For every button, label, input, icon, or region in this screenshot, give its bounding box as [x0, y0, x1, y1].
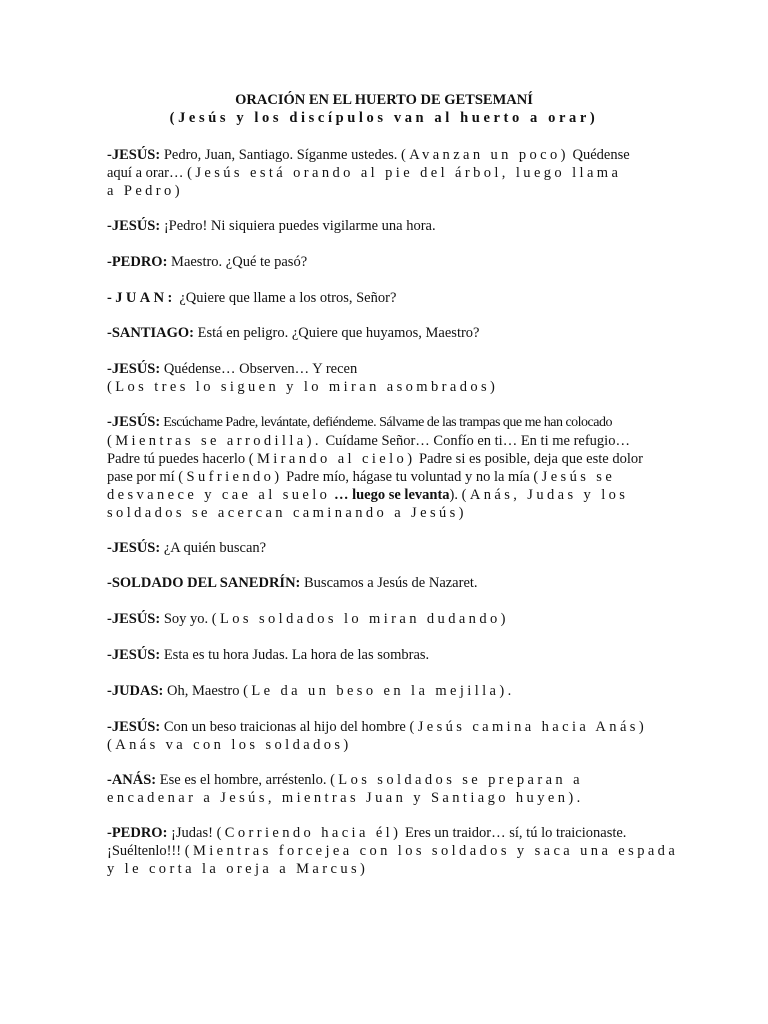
- speaker-name: -JESÚS:: [107, 414, 161, 430]
- speaker-name: -JESÚS:: [107, 611, 161, 627]
- dialogue-line: [107, 860, 667, 878]
- dialogue-line: [107, 164, 667, 182]
- speaker-name: -SOLDADO DEL SANEDRÍN:: [107, 575, 301, 591]
- dialogue-line: [107, 360, 667, 378]
- dialogue-text: Soy yo.: [160, 611, 212, 627]
- dialogue-text: Cuídame Señor… Confío en ti… En ti me refugio…: [321, 433, 630, 449]
- dialogue-text: ¡Judas!: [167, 825, 217, 841]
- stage-direction: (Jesús está orando al pie del árbol, luego llama: [187, 165, 622, 181]
- speaker-name: -JESÚS:: [107, 147, 161, 163]
- dialogue-text: Maestro. ¿Qué te pasó?: [167, 254, 308, 270]
- dialogue-line: [107, 682, 667, 700]
- stage-direction: y le corta la oreja a Marcus): [107, 861, 369, 877]
- dialogue-block: [107, 539, 667, 557]
- dialogue-block: [107, 324, 667, 342]
- stage-direction: (Avanzan un poco): [401, 147, 569, 163]
- speaker-name: -PEDRO:: [107, 825, 168, 841]
- document-title: ORACIÓN EN EL HUERTO DE GETSEMANÍ: [235, 92, 533, 108]
- dialogue-text: Pedro, Juan, Santiago. Síganme ustedes.: [160, 147, 402, 163]
- speaker-name: -SANTIAGO:: [107, 325, 195, 341]
- dialogue-line: [107, 718, 667, 736]
- speaker-name: -ANÁS:: [107, 772, 157, 788]
- dialogue-text: Esta es tu hora Judas. La hora de las sombras.: [160, 647, 430, 663]
- dialogue-block: [107, 289, 667, 307]
- speaker-name: -JESÚS:: [107, 361, 161, 377]
- stage-direction: desvanece y cae al suelo: [107, 487, 331, 503]
- dialogue-text: Eres un traidor… sí, tú lo traicionaste.: [401, 825, 627, 841]
- speaker-name: -JUDAS:: [107, 683, 164, 699]
- dialogue-line: [107, 378, 667, 396]
- dialogue-text: ¡Pedro! Ni siquiera puedes vigilarme una hora.: [160, 218, 436, 234]
- dialogue-block: [107, 682, 667, 700]
- dialogue-text: ).: [449, 487, 462, 503]
- dialogue-block: [107, 646, 667, 664]
- stage-direction: (Mientras forcejea con los soldados y saca una espada: [184, 843, 679, 859]
- dialogue-text: ¿A quién buscan?: [160, 540, 267, 556]
- dialogue-line: [107, 217, 667, 235]
- dialogue-line: [107, 450, 667, 468]
- stage-direction: (Sufriendo): [178, 469, 283, 485]
- dialogue-line: [107, 789, 667, 807]
- dialogue-text: Quédense… Observen… Y recen: [160, 361, 358, 377]
- dialogue-block: [107, 610, 667, 628]
- dialogue-line: [107, 468, 667, 486]
- dialogue-block: [107, 413, 667, 522]
- speaker-name: -JESÚS:: [107, 647, 161, 663]
- dialogue-text: … luego se levanta: [330, 487, 450, 503]
- dialogue-text: Padre si es posible, deja que este dolor: [415, 451, 643, 467]
- dialogue-line: [107, 574, 667, 592]
- stage-direction: (Corriendo hacia él): [216, 825, 402, 841]
- stage-direction: encadenar a Jesús, mientras Juan y Santiago huyen).: [107, 790, 584, 806]
- dialogue-block: [107, 253, 667, 271]
- speaker-name: -JUAN:: [107, 290, 176, 306]
- dialogue-text: Está en peligro. ¿Quiere que huyamos, Maestro?: [194, 325, 480, 341]
- dialogue-block: [107, 771, 667, 807]
- dialogue-line: [107, 824, 667, 842]
- dialogue-line: [107, 146, 667, 164]
- speaker-name: -JESÚS:: [107, 719, 161, 735]
- dialogue-line: [107, 610, 667, 628]
- dialogue-text: Escúchame Padre, levántate, defiéndeme. Sálvame de las trampas que me han colocado: [160, 415, 612, 430]
- dialogue-text: aquí a orar…: [107, 165, 188, 181]
- dialogue-text: Oh, Maestro: [163, 683, 244, 699]
- stage-direction: (Le da un beso en la mejilla).: [243, 683, 515, 699]
- dialogue-text: Con un beso traicionas al hijo del hombre: [160, 719, 410, 735]
- stage-direction: (Los soldados lo miran dudando): [211, 611, 509, 627]
- stage-direction: (Anás, Judas y los: [461, 487, 629, 503]
- stage-direction: (Mirando al cielo): [248, 451, 416, 467]
- dialogue-line: [107, 736, 667, 754]
- document-subtitle: (Jesús y los discípulos van al huerto a orar): [169, 110, 599, 126]
- dialogue-line: [107, 413, 667, 432]
- stage-direction: soldados se acercan caminando a Jesús): [107, 505, 467, 521]
- speaker-name: -JESÚS:: [107, 540, 161, 556]
- dialogue-text: Buscamos a Jesús de Nazaret.: [300, 575, 478, 591]
- speaker-name: -JESÚS:: [107, 218, 161, 234]
- dialogue-text: Padre tú puedes hacerlo: [107, 451, 249, 467]
- dialogue-line: [107, 646, 667, 664]
- dialogue-line: [107, 771, 667, 789]
- stage-direction: (Mientras se arrodilla).: [107, 433, 322, 449]
- dialogue-line: [107, 182, 667, 200]
- dialogue-block: [107, 824, 679, 878]
- stage-direction: (Anás va con los soldados): [107, 737, 352, 753]
- stage-direction: (Los soldados se preparan a: [330, 772, 583, 788]
- dialogue-text: ¿Quiere que llame a los otros, Señor?: [175, 290, 397, 306]
- stage-direction: (Los tres lo siguen y lo miran asombrados): [107, 379, 499, 395]
- dialogue-block: [107, 146, 667, 200]
- dialogue-line: [107, 842, 679, 860]
- speaker-name: -PEDRO:: [107, 254, 168, 270]
- dialogue-text: ¡Suéltenlo!!!: [107, 843, 185, 859]
- dialogue-text: Padre mío, hágase tu voluntad y no la mía: [282, 469, 534, 485]
- dialogue-line: [107, 486, 667, 504]
- dialogue-line: [107, 432, 667, 450]
- dialogue-text: Quédense: [568, 147, 630, 163]
- stage-direction: (Jesús se: [533, 469, 616, 485]
- dialogue-line: [107, 504, 667, 522]
- stage-direction: a Pedro): [107, 183, 183, 199]
- dialogue-line: [107, 324, 667, 342]
- dialogue-block: [107, 574, 667, 592]
- dialogue-block: [107, 217, 667, 235]
- dialogue-line: [107, 289, 667, 307]
- dialogue-line: [107, 253, 667, 271]
- dialogue-text: Ese es el hombre, arréstenlo.: [156, 772, 331, 788]
- dialogue-block: [107, 360, 667, 396]
- dialogue-line: [107, 539, 667, 557]
- stage-direction: (Jesús camina hacia Anás): [409, 719, 648, 735]
- dialogue-text: pase por mí: [107, 469, 179, 485]
- dialogue-block: [107, 718, 667, 754]
